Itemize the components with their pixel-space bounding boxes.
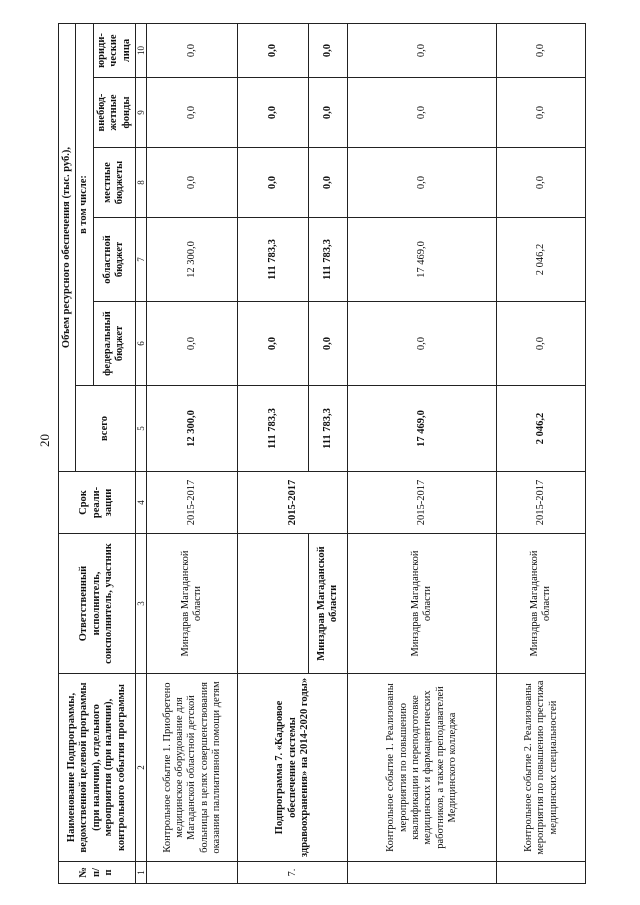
federal-cell: 0,0 (348, 302, 497, 386)
column-number: 4 (135, 472, 147, 534)
resource-table (58, 23, 586, 884)
offbudget-cell: 0,0 (309, 78, 348, 148)
header-regional: областной бюджет (93, 218, 135, 302)
header-resources: Объем ресурсного обеспечения (тыс. руб.), (59, 24, 76, 472)
column-number: 10 (135, 24, 147, 78)
event-name: Контрольное событие 1. Реализованы мероприятия по повышению квалификации и переподготовке медицинских и фармацевтических работников, а также преподавателей Медицинского колледжа (348, 674, 497, 862)
row-number (497, 862, 586, 884)
federal-cell: 0,0 (147, 302, 238, 386)
row-number (348, 862, 497, 884)
header-executor: Ответственный исполнитель, соисполнитель, участник (59, 534, 136, 674)
offbudget-cell: 0,0 (348, 78, 497, 148)
subprogram-name: Подпрограмма 7. «Кадровое обеспечение системы здравоохранения» на 2014-2020 годы» (238, 674, 348, 862)
column-number: 7 (135, 218, 147, 302)
rotated-page (58, 24, 628, 884)
column-number: 2 (135, 674, 147, 862)
regional-cell: 111 783,3 (309, 218, 348, 302)
executor-cell: Минздрав Магаданской области (147, 534, 238, 674)
header-offbudget: внебюд-жетные фонды (93, 78, 135, 148)
regional-cell: 2 046,2 (497, 218, 586, 302)
column-number: 8 (135, 148, 147, 218)
table-row (348, 24, 497, 884)
offbudget-cell: 0,0 (147, 78, 238, 148)
header-no: № п/п (59, 862, 136, 884)
header-federal: федеральный бюджет (93, 302, 135, 386)
term-cell: 2015-2017 (238, 472, 348, 534)
local-cell: 0,0 (348, 148, 497, 218)
event-name: Контрольное событие 2. Реализованы мероприятия по повышению престижа медицинских специальностей (497, 674, 586, 862)
legal-cell: 0,0 (238, 24, 309, 78)
column-number: 9 (135, 78, 147, 148)
table-row (147, 24, 238, 884)
regional-cell: 12 300,0 (147, 218, 238, 302)
local-cell: 0,0 (147, 148, 238, 218)
column-number: 6 (135, 302, 147, 386)
local-cell: 0,0 (309, 148, 348, 218)
legal-cell: 0,0 (309, 24, 348, 78)
event-name: Контрольное событие 1. Приобретено медицинское оборудование для Магаданской областной детской больницы в целях совершенствования оказания паллиативной помощи детям (147, 674, 238, 862)
term-cell: 2015-2017 (497, 472, 586, 534)
federal-cell: 0,0 (497, 302, 586, 386)
header-term: Срок реали-зации (59, 472, 136, 534)
total-cell: 111 783,3 (238, 386, 309, 472)
federal-cell: 0,0 (309, 302, 348, 386)
total-cell: 12 300,0 (147, 386, 238, 472)
executor-cell: Минздрав Магаданской области (348, 534, 497, 674)
header-local: местные бюджеты (93, 148, 135, 218)
executor-cell: Минздрав Магаданской области (309, 534, 348, 674)
row-number: 7. (238, 862, 348, 884)
executor-cell: Минздрав Магаданской области (497, 534, 586, 674)
legal-cell: 0,0 (348, 24, 497, 78)
header-legal: юриди-ческие лица (93, 24, 135, 78)
term-cell: 2015-2017 (147, 472, 238, 534)
column-number: 1 (135, 862, 147, 884)
header-name: Наименование Подпрограммы, ведомственной целевой программы (при наличии), отдельного мероприятия (при наличии), контрольного события программы (59, 674, 136, 862)
column-number: 5 (135, 386, 147, 472)
table-row (238, 24, 309, 884)
local-cell: 0,0 (238, 148, 309, 218)
local-cell: 0,0 (497, 148, 586, 218)
offbudget-cell: 0,0 (238, 78, 309, 148)
column-number: 3 (135, 534, 147, 674)
regional-cell: 17 469,0 (348, 218, 497, 302)
total-cell: 17 469,0 (348, 386, 497, 472)
offbudget-cell: 0,0 (497, 78, 586, 148)
column-number-row (135, 24, 147, 884)
legal-cell: 0,0 (497, 24, 586, 78)
page-number: 20 (37, 434, 52, 447)
total-cell: 111 783,3 (309, 386, 348, 472)
header-including: в том числе: (76, 24, 93, 386)
header-total: всего (76, 386, 136, 472)
legal-cell: 0,0 (147, 24, 238, 78)
regional-cell: 111 783,3 (238, 218, 309, 302)
row-number (147, 862, 238, 884)
total-cell: 2 046,2 (497, 386, 586, 472)
table-row (497, 24, 586, 884)
federal-cell: 0,0 (238, 302, 309, 386)
term-cell: 2015-2017 (348, 472, 497, 534)
executor-cell-empty (238, 534, 309, 674)
